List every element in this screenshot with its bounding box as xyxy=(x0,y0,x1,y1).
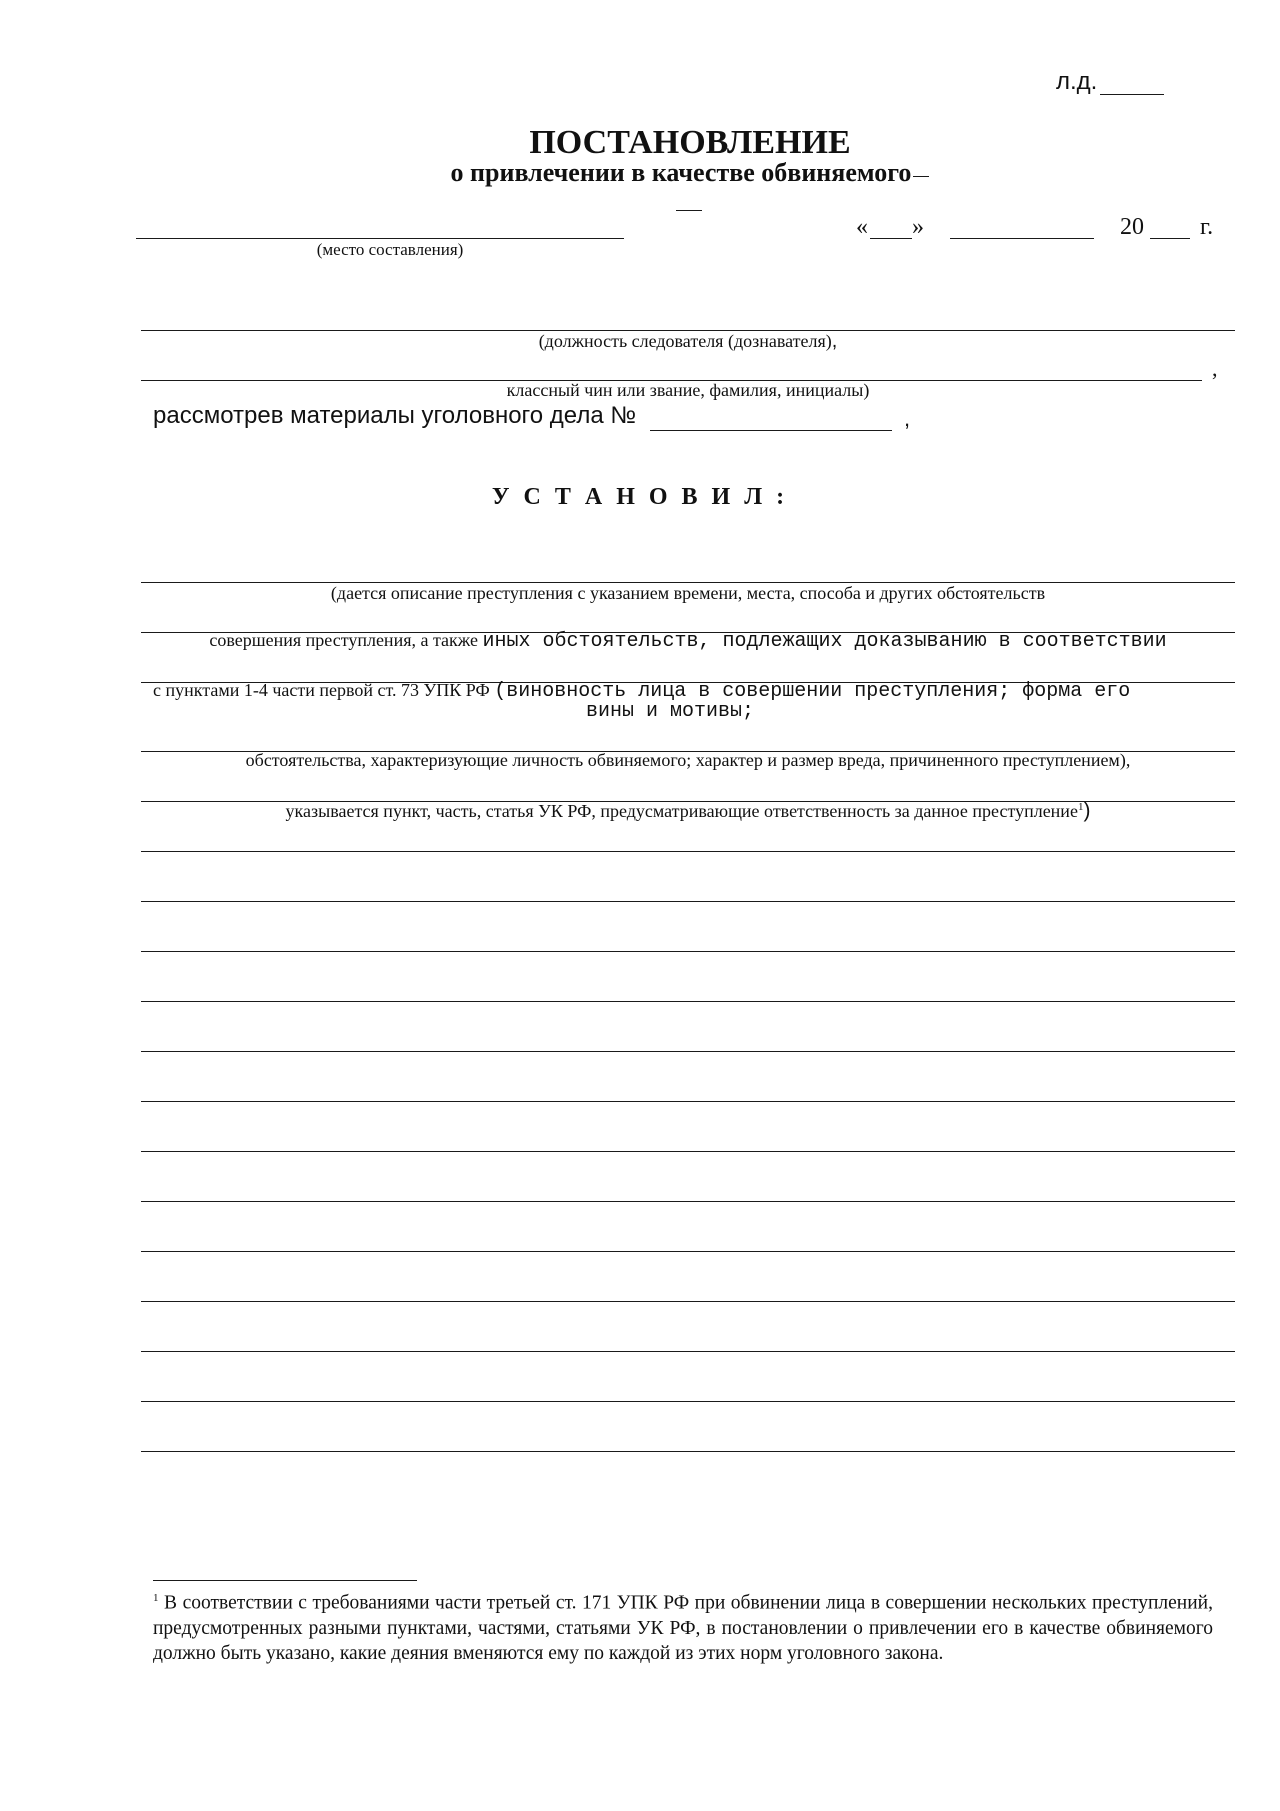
footnote xyxy=(153,1586,1213,1666)
officer-name-comma: , xyxy=(1212,356,1218,381)
blank-writing-line[interactable] xyxy=(141,851,1235,852)
case-sheet-field[interactable] xyxy=(1100,94,1164,95)
description-caption-3-mono: (виновность лица в совершении преступления; форма его xyxy=(494,680,1131,703)
case-sheet-text: л.д. xyxy=(1056,68,1098,95)
blank-writing-line[interactable] xyxy=(141,1201,1235,1202)
date-month-field[interactable] xyxy=(950,238,1094,239)
blank-writing-line[interactable] xyxy=(141,951,1235,952)
description-caption-3-cont: вины и мотивы; xyxy=(585,700,755,723)
document-subtitle xyxy=(0,158,1280,188)
established-heading: У С Т А Н О В И Л : xyxy=(491,484,789,510)
case-number-label: рассмотрев материалы уголовного дела № xyxy=(153,402,637,429)
description-caption-5 xyxy=(141,799,1235,823)
document-title: ПОСТАНОВЛЕНИЕ xyxy=(529,124,851,161)
date-year-field[interactable] xyxy=(1150,238,1190,239)
officer-position-comma: , xyxy=(831,330,838,352)
blank-writing-line[interactable] xyxy=(141,1401,1235,1402)
footnote-separator xyxy=(153,1580,417,1581)
blank-writing-line[interactable] xyxy=(141,1001,1235,1002)
officer-name-caption: классный чин или звание, фамилия, инициалы) xyxy=(506,380,870,400)
blank-writing-line[interactable] xyxy=(141,1301,1235,1302)
officer-position-caption xyxy=(141,330,1235,353)
footnote-ref: 1 xyxy=(1077,801,1084,813)
description-caption-2-serif: совершения преступления, а также xyxy=(209,630,478,650)
footnote-text: В соответствии с требованиями части третьей ст. 171 УПК РФ при обвинении лица в совершении нескольких преступлений, предусмотренных разными пунктами, частями, статьями УК РФ, в постановлении о привлечении его в качестве обвиняемого должно быть указано, какие деяния вменяются ему по каждой из этих норм уголовного закона. xyxy=(153,1592,1213,1664)
date-day-open-quote: « xyxy=(856,214,868,240)
place-caption: (место составления) xyxy=(316,240,464,259)
description-caption-5-close: ) xyxy=(1083,799,1091,822)
blank-writing-line[interactable] xyxy=(141,901,1235,902)
description-caption-4: обстоятельства, характеризующие личность обвиняемого; характер и размер вреда, причиненного преступлением), xyxy=(245,750,1131,770)
description-caption-3-serif: с пунктами 1-4 части первой ст. 73 УПК РФ xyxy=(153,680,490,700)
date-year-suffix: г. xyxy=(1200,214,1214,240)
description-caption-1: (дается описание преступления с указанием времени, места, способа и других обстоятельств xyxy=(330,583,1046,603)
footnote-number: 1 xyxy=(153,1592,159,1604)
date-day-close-quote: » xyxy=(912,214,924,240)
subtitle-tail-line xyxy=(676,210,702,211)
officer-position-caption-text: (должность следователя (дознавателя) xyxy=(538,331,832,351)
document-subtitle-text: о привлечении в качестве обвиняемого xyxy=(450,158,912,187)
place-field[interactable] xyxy=(136,238,624,239)
blank-writing-line[interactable] xyxy=(141,1051,1235,1052)
blank-writing-line[interactable] xyxy=(141,1151,1235,1152)
blank-writing-line[interactable] xyxy=(141,1251,1235,1252)
description-caption-2 xyxy=(141,630,1235,653)
case-number-comma: , xyxy=(904,406,911,431)
case-sheet-label xyxy=(1056,68,1097,96)
blank-writing-line[interactable] xyxy=(141,1351,1235,1352)
blank-writing-line[interactable] xyxy=(141,1101,1235,1102)
description-caption-2-mono: иных обстоятельств, подлежащих доказыванию в соответствии xyxy=(482,630,1167,653)
date-day-field[interactable] xyxy=(870,238,912,239)
case-number-field[interactable] xyxy=(650,430,892,431)
date-year-prefix: 20 xyxy=(1120,214,1144,240)
description-caption-5-text: указывается пункт, часть, статья УК РФ, предусматривающие ответственность за данное преступление xyxy=(285,801,1078,821)
subtitle-underscore xyxy=(913,176,929,177)
blank-writing-line[interactable] xyxy=(141,1451,1235,1452)
